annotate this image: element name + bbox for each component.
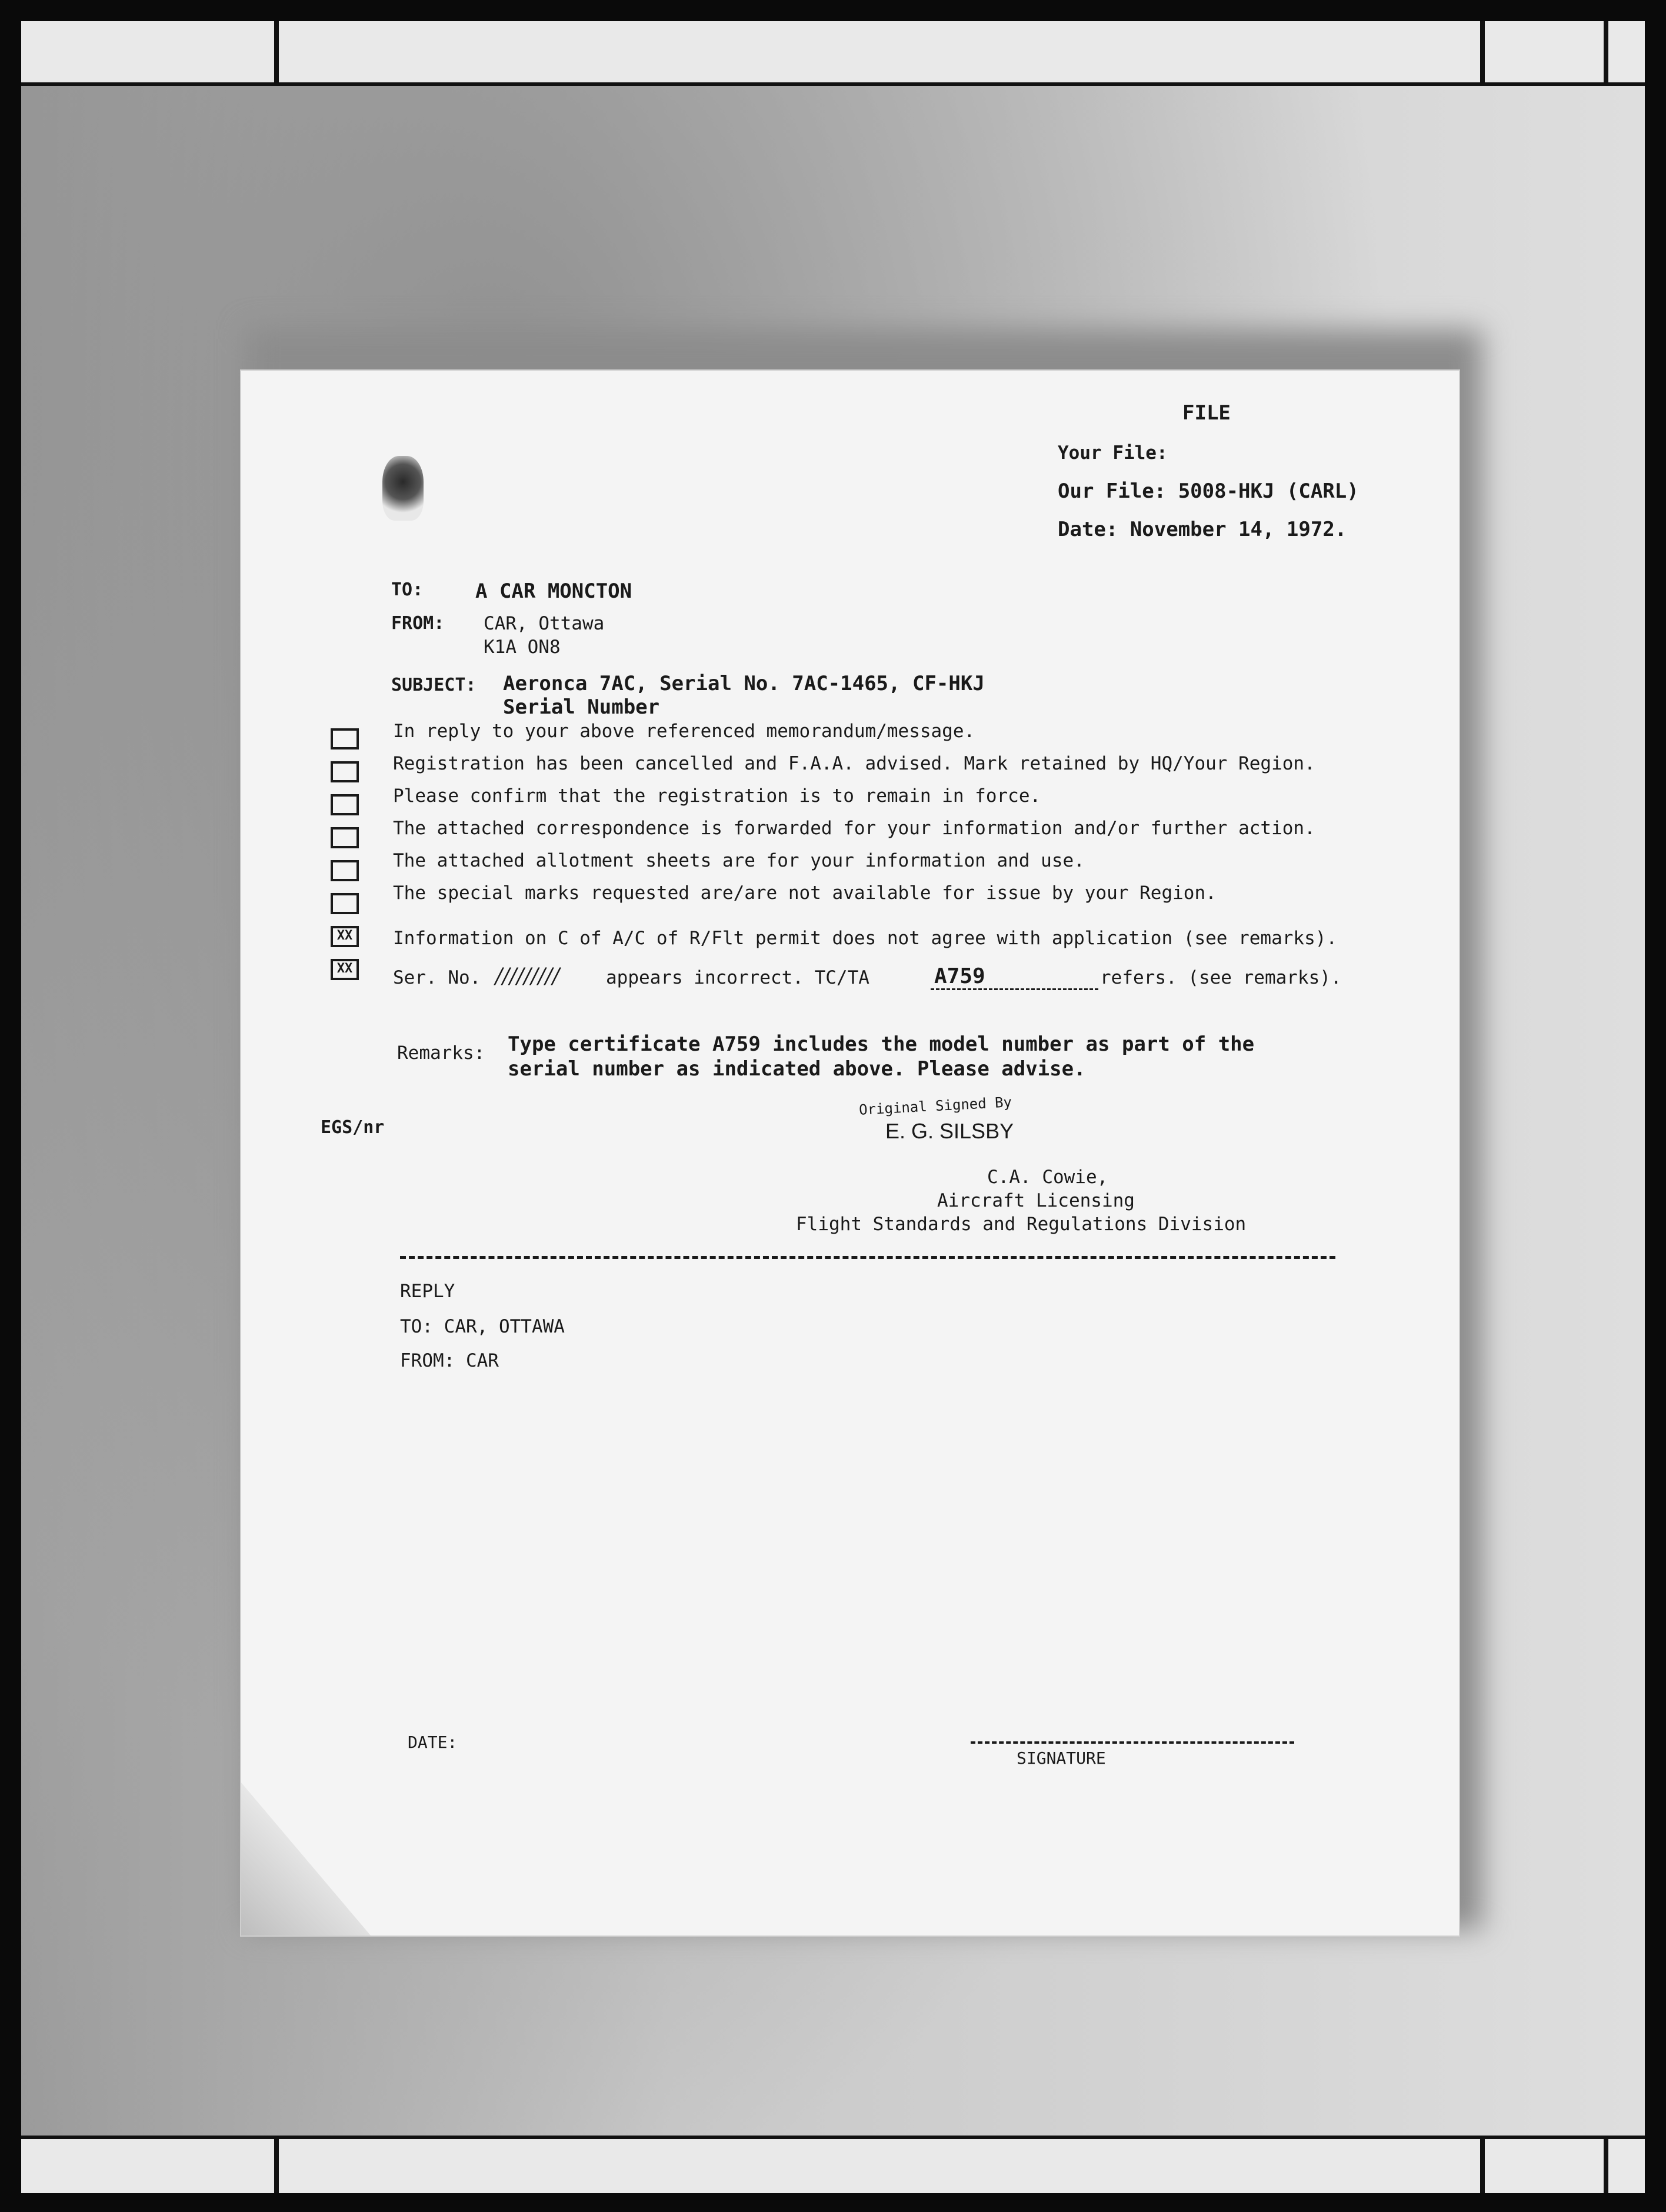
tcta-value: A759 xyxy=(934,964,985,988)
film-strip-tick xyxy=(1480,21,1485,82)
tcta-underline xyxy=(931,988,1098,990)
from-postal-code: K1A ON8 xyxy=(484,637,561,658)
checkbox[interactable] xyxy=(331,794,359,815)
checkbox-checked[interactable]: XX xyxy=(331,959,359,980)
remarks-line-2: serial number as indicated above. Please advise. xyxy=(508,1057,1086,1081)
folded-corner xyxy=(241,1783,371,1936)
subject-value-line-2: Serial Number xyxy=(503,695,660,719)
remarks-label: Remarks: xyxy=(397,1042,485,1064)
memo-page xyxy=(241,371,1459,1936)
subject-label: SUBJECT: xyxy=(391,675,477,695)
checkbox-column xyxy=(331,728,361,992)
ser-no-suffix: refers. (see remarks). xyxy=(1100,967,1342,988)
reply-to: TO: CAR, OTTAWA xyxy=(400,1316,565,1337)
reply-label: REPLY xyxy=(400,1281,455,1302)
file-label: FILE xyxy=(1182,401,1231,425)
checklist-item: Please confirm that the registration is to remain in force. xyxy=(393,785,1041,807)
film-strip-tick xyxy=(274,21,279,82)
staple-hole xyxy=(382,456,424,521)
signatory-title: Aircraft Licensing xyxy=(937,1190,1135,1211)
your-file-label: Your File: xyxy=(1058,442,1168,464)
checkbox[interactable] xyxy=(331,893,359,914)
original-signed-stamp: Original Signed By xyxy=(858,1094,1012,1118)
reply-from: FROM: CAR xyxy=(400,1350,499,1371)
subject-value: Aeronca 7AC, Serial No. 7AC-1465, CF-HKJ xyxy=(503,672,985,695)
remarks-line-1: Type certificate A759 includes the model number as part of the xyxy=(508,1032,1255,1056)
checklist-item: The attached allotment sheets are for your information and use. xyxy=(393,850,1085,871)
checkbox[interactable] xyxy=(331,728,359,749)
signatory-name: C.A. Cowie, xyxy=(987,1167,1108,1188)
checklist-item: Information on C of A/C of R/Flt permit does not agree with application (see remarks). xyxy=(393,928,1338,949)
checklist-item: In reply to your above referenced memorandum/message. xyxy=(393,721,975,742)
checkbox[interactable] xyxy=(331,827,359,848)
checkbox[interactable] xyxy=(331,860,359,881)
signer-name: E. G. SILSBY xyxy=(885,1119,1014,1143)
film-strip-tick xyxy=(1604,2139,1608,2193)
from-label: FROM: xyxy=(391,613,445,634)
ser-no-middle: appears incorrect. TC/TA xyxy=(606,967,869,988)
checklist-item: The special marks requested are/are not available for issue by your Region. xyxy=(393,882,1217,904)
checklist-item: Registration has been cancelled and F.A.A. advised. Mark retained by HQ/Your Region. xyxy=(393,753,1315,774)
film-strip-bottom xyxy=(21,2136,1645,2193)
reply-date-label: DATE: xyxy=(408,1733,458,1752)
film-strip-tick xyxy=(274,2139,279,2193)
signature-line xyxy=(971,1741,1294,1744)
signatory-division: Flight Standards and Regulations Division xyxy=(796,1214,1247,1235)
to-label: TO: xyxy=(391,579,424,600)
ser-no-struck: ///////// xyxy=(495,964,560,988)
typist-initials: EGS/nr xyxy=(321,1117,385,1138)
film-strip-top xyxy=(21,21,1645,86)
film-strip-tick xyxy=(1604,21,1608,82)
film-strip-tick xyxy=(1480,2139,1485,2193)
checkbox-checked[interactable]: XX xyxy=(331,926,359,947)
checklist-item: The attached correspondence is forwarded for your information and/or further action. xyxy=(393,818,1315,839)
to-value: A CAR MONCTON xyxy=(475,579,632,603)
our-file: Our File: 5008-HKJ (CARL) xyxy=(1058,479,1359,503)
reply-divider xyxy=(400,1256,1335,1259)
ser-no-prefix: Ser. No. xyxy=(393,967,481,988)
from-value: CAR, Ottawa xyxy=(484,613,605,634)
memo-date: Date: November 14, 1972. xyxy=(1058,518,1347,541)
signature-label: SIGNATURE xyxy=(1017,1748,1106,1768)
checkbox[interactable] xyxy=(331,761,359,782)
